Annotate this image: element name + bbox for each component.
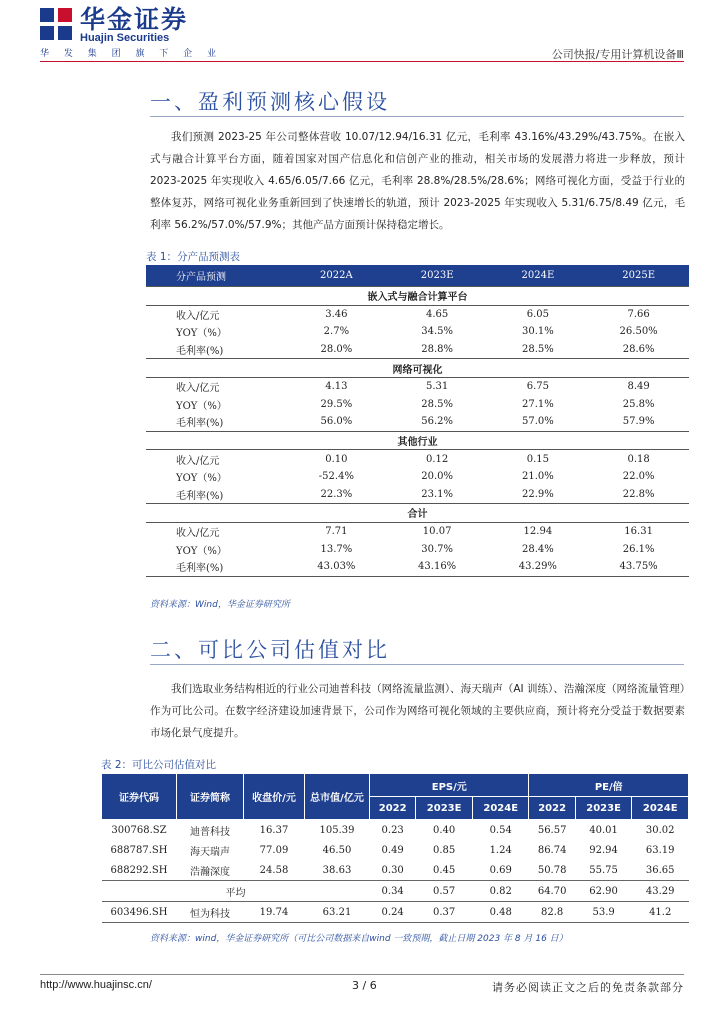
t1-cell: 8.49 <box>627 381 650 393</box>
t1-data-row <box>146 486 689 504</box>
t1-data-row <box>146 558 689 576</box>
table1-caption: 表 1：分产品预测表 <box>146 251 241 263</box>
t1-data-row <box>146 323 689 341</box>
t2-row <box>102 860 689 881</box>
section-divider <box>150 664 684 665</box>
t1-row-label: YOY（%） <box>176 328 227 340</box>
t2-eps: 0.34 <box>370 881 416 902</box>
t2-name: 迪普科技 <box>190 826 230 838</box>
t2-row <box>102 820 689 841</box>
t1-cell: 6.75 <box>526 381 549 393</box>
t2-row <box>102 902 689 923</box>
t2-eps: 0.85 <box>432 844 456 856</box>
t1-cell: 28.0% <box>320 344 353 356</box>
t1-header-cell: 2022A <box>286 265 387 287</box>
t2-pe: 43.29 <box>632 881 689 902</box>
t1-data-row <box>146 522 689 540</box>
th-pe-2023: 2023E <box>575 797 632 820</box>
t1-cell: 28.5% <box>521 344 554 356</box>
brand-tagline: 华 发 集 团 旗 下 企 业 <box>40 49 223 59</box>
t1-cell: 43.03% <box>286 558 387 576</box>
page-number: 3 / 6 <box>352 979 377 992</box>
t2-eps: 0.57 <box>416 881 473 902</box>
report-type: 公司快报/专用计算机设备Ⅲ <box>551 48 684 61</box>
t2-pe: 30.02 <box>645 824 675 836</box>
t1-cell: 0.18 <box>627 453 650 465</box>
t2-eps: 1.24 <box>489 844 512 856</box>
t1-cell: 43.16% <box>387 558 488 576</box>
t1-cell: 22.9% <box>521 488 554 500</box>
th-pe-2022: 2022 <box>529 797 575 820</box>
t1-data-row <box>146 377 689 395</box>
t2-pe: 82.8 <box>529 902 575 923</box>
t1-cell: 23.1% <box>421 488 454 500</box>
t1-cell: 57.0% <box>521 416 554 428</box>
t1-header-cell: 2024E <box>488 265 589 287</box>
t1-header-cell: 2023E <box>387 265 488 287</box>
th-pe: PE/倍 <box>529 774 689 797</box>
t2-eps: 0.40 <box>432 824 456 836</box>
t1-cell: 30.7% <box>421 543 454 555</box>
t1-cell: 22.3% <box>320 488 353 500</box>
t2-eps: 0.45 <box>432 864 456 876</box>
t1-cell: 22.8% <box>622 488 655 500</box>
t1-cell: 26.1% <box>622 543 655 555</box>
t1-cell: 43.75% <box>588 558 689 576</box>
th-eps-2024: 2024E <box>472 797 529 820</box>
t2-price: 16.37 <box>259 824 289 836</box>
t2-code: 603496.SH <box>102 902 177 923</box>
t1-row-label: 毛利率(%) <box>176 490 224 502</box>
t1-cell: 12.94 <box>523 526 553 538</box>
t2-mcap: 105.39 <box>319 824 355 836</box>
t2-pe: 56.57 <box>537 824 567 836</box>
t2-eps: 0.82 <box>472 881 529 902</box>
valuation-comparison-table <box>101 773 689 923</box>
t1-cell: 25.8% <box>622 398 655 410</box>
valuation-paragraph: 我们选取业务结构相近的行业公司迪普科技（网络流量监测）、海天瑞声（AI 训练）、浩瀚深度（网络流量管理）作为可比公司。在数字经济建设加速背景下，公司作为网络可视化领域的主要供应商，预计将充分受益于数据要素市场化景气度提升。 <box>150 683 685 739</box>
t1-row-label: 收入/亿元 <box>176 383 220 395</box>
t1-cell: 26.50% <box>619 326 658 338</box>
t1-cell: 0.10 <box>325 453 348 465</box>
t1-cell: 28.6% <box>622 344 655 356</box>
t2-eps: 0.69 <box>489 864 512 876</box>
t1-cell: 7.66 <box>627 308 650 320</box>
huajin-logo-icon <box>40 8 72 40</box>
t1-data-row <box>146 540 689 558</box>
t1-header-cell: 2025E <box>588 265 689 287</box>
table1-source: 资料来源：Wind，华金证券研究所 <box>150 600 290 610</box>
t1-data-row <box>146 341 689 359</box>
t1-group-name: 合计 <box>146 504 689 523</box>
t1-cell: 0.12 <box>425 453 449 465</box>
t2-name: 恒为科技 <box>177 902 244 923</box>
header-divider <box>40 61 684 62</box>
t1-cell: 5.31 <box>425 381 449 393</box>
t1-row-label: YOY（%） <box>176 400 227 412</box>
t1-cell: 21.0% <box>521 471 554 483</box>
t2-name: 浩瀚深度 <box>190 866 230 878</box>
t1-cell: 28.8% <box>421 344 454 356</box>
t2-pe: 64.70 <box>529 881 575 902</box>
forecast-paragraph: 我们预测 2023-25 年公司整体营收 10.07/12.94/16.31 亿元，毛利率 43.16%/43.29%/43.75%。在嵌入式与融合计算平台方面，随着国家对国产信息化和信创产业的推动，相关市场的发展潜力将进一步释放，预计 2023-2025 年实现收入 4.65/6.05/7.66 亿元，毛利率 28.8%/28.5%/28.6%；网络可视化方面，受益于行业的整体复苏，网络可视化业务重新回到了快速增长的轨道，预计 2023-2025 年实现收入 5.31/6.75/8.49 亿元，毛利率 56.2%/57.0%/57.9%；其他产品方面预计保持稳定增长。 <box>150 131 685 231</box>
t1-cell: 27.1% <box>521 398 554 410</box>
t1-data-row <box>146 450 689 468</box>
t1-row-label: 收入/亿元 <box>176 455 220 467</box>
t2-average-row <box>102 881 689 902</box>
t1-data-row <box>146 396 689 414</box>
t2-code: 300768.SZ <box>111 824 167 836</box>
t2-code: 688787.SH <box>110 844 168 856</box>
t2-pe: 55.75 <box>589 864 618 876</box>
t1-cell: 4.65 <box>425 308 449 320</box>
t2-price: 24.58 <box>259 864 289 876</box>
t2-pe: 63.19 <box>645 844 675 856</box>
t1-cell: 28.4% <box>521 543 554 555</box>
t1-group-name: 网络可视化 <box>146 359 689 378</box>
t1-cell: 16.31 <box>624 526 653 538</box>
t1-row-label: 毛利率(%) <box>176 346 224 358</box>
table2-caption: 表 2：可比公司估值对比 <box>101 759 217 771</box>
t2-eps: 0.37 <box>416 902 473 923</box>
t1-row-label: 收入/亿元 <box>176 310 220 322</box>
t1-cell: 56.2% <box>421 416 454 428</box>
t2-pe: 53.9 <box>575 902 632 923</box>
t1-data-row <box>146 468 689 486</box>
t1-cell: 29.5% <box>320 398 353 410</box>
th-pe-2024: 2024E <box>632 797 689 820</box>
t1-cell: 7.71 <box>325 526 348 538</box>
t1-cell: 3.46 <box>325 308 348 320</box>
t1-row-label: YOY（%） <box>176 473 227 485</box>
t2-pe: 86.74 <box>537 844 567 856</box>
product-forecast-table <box>146 265 689 577</box>
t1-cell: 2.7% <box>323 326 350 338</box>
t1-cell: 56.0% <box>320 416 353 428</box>
footer-divider <box>40 974 684 975</box>
t2-price: 77.09 <box>259 844 289 856</box>
footer-disclaimer: 请务必阅读正文之后的免责条款部分 <box>492 981 684 994</box>
t2-mcap: 63.21 <box>305 902 370 923</box>
t2-eps: 0.30 <box>381 864 404 876</box>
t1-cell: 28.5% <box>421 398 454 410</box>
th-eps-2022: 2022 <box>370 797 416 820</box>
th-code: 证券代码 <box>102 774 177 820</box>
t1-cell: -52.4% <box>318 471 354 483</box>
t2-pe: 62.90 <box>575 881 632 902</box>
t2-pe: 36.65 <box>645 864 675 876</box>
t1-row-label: YOY（%） <box>176 545 227 557</box>
t1-group-row <box>146 504 689 523</box>
t2-eps: 0.23 <box>381 824 404 836</box>
t1-cell: 0.15 <box>526 453 549 465</box>
section-title-forecast: 一、盈利预测核心假设 <box>150 90 390 114</box>
footer-url[interactable]: http://www.huajinsc.cn/ <box>40 979 152 991</box>
t1-cell: 4.13 <box>325 381 348 393</box>
t2-pe: 41.2 <box>632 902 689 923</box>
t2-pe: 50.78 <box>537 864 567 876</box>
t1-header-cell: 分产品预测 <box>146 265 286 287</box>
t2-name: 海天瑞声 <box>190 846 230 858</box>
brand-english: Huajin Securities <box>80 32 170 44</box>
table2-source: 资料来源：wind，华金证券研究所（可比公司数据来自wind 一致预期，截止日期 2023 年 8 月 16 日） <box>150 934 568 944</box>
t1-group-row <box>146 431 689 450</box>
t2-row <box>102 840 689 860</box>
t1-group-name: 其他行业 <box>146 431 689 450</box>
t2-eps: 0.48 <box>472 902 529 923</box>
t1-cell: 13.7% <box>320 543 353 555</box>
t2-eps: 0.24 <box>370 902 416 923</box>
t2-pe: 92.94 <box>589 844 618 856</box>
t1-cell: 34.5% <box>421 326 454 338</box>
t1-cell: 57.9% <box>622 416 655 428</box>
th-price: 收盘价/元 <box>244 774 305 820</box>
t2-pe: 40.01 <box>589 824 618 836</box>
th-mcap: 总市值/亿元 <box>305 774 370 820</box>
section-divider <box>150 116 684 117</box>
t1-row-label: 收入/亿元 <box>176 528 220 540</box>
t1-cell: 20.0% <box>421 471 454 483</box>
t1-data-row <box>146 305 689 323</box>
brand-name: 华金证券 <box>80 5 189 34</box>
section-title-valuation: 二、可比公司估值对比 <box>150 638 390 662</box>
t2-mcap: 38.63 <box>322 864 352 876</box>
t2-mcap: 46.50 <box>322 844 352 856</box>
t2-eps: 0.54 <box>489 824 512 836</box>
t1-row-label: 毛利率(%) <box>146 558 286 576</box>
t2-price: 19.74 <box>244 902 305 923</box>
t2-eps: 0.49 <box>381 844 404 856</box>
t1-cell: 30.1% <box>521 326 554 338</box>
t1-row-label: 毛利率(%) <box>176 418 224 430</box>
th-name: 证券简称 <box>177 774 244 820</box>
t1-data-row <box>146 413 689 431</box>
t1-cell: 10.07 <box>422 526 452 538</box>
th-eps: EPS/元 <box>370 774 529 797</box>
t1-group-row <box>146 287 689 306</box>
t1-cell: 22.0% <box>622 471 655 483</box>
t1-group-row <box>146 359 689 378</box>
t1-group-name: 嵌入式与融合计算平台 <box>146 287 689 306</box>
t2-average-label: 平均 <box>102 881 370 902</box>
t1-cell: 43.29% <box>488 558 589 576</box>
t1-cell: 6.05 <box>526 308 549 320</box>
t2-code: 688292.SH <box>110 864 168 876</box>
th-eps-2023: 2023E <box>416 797 473 820</box>
